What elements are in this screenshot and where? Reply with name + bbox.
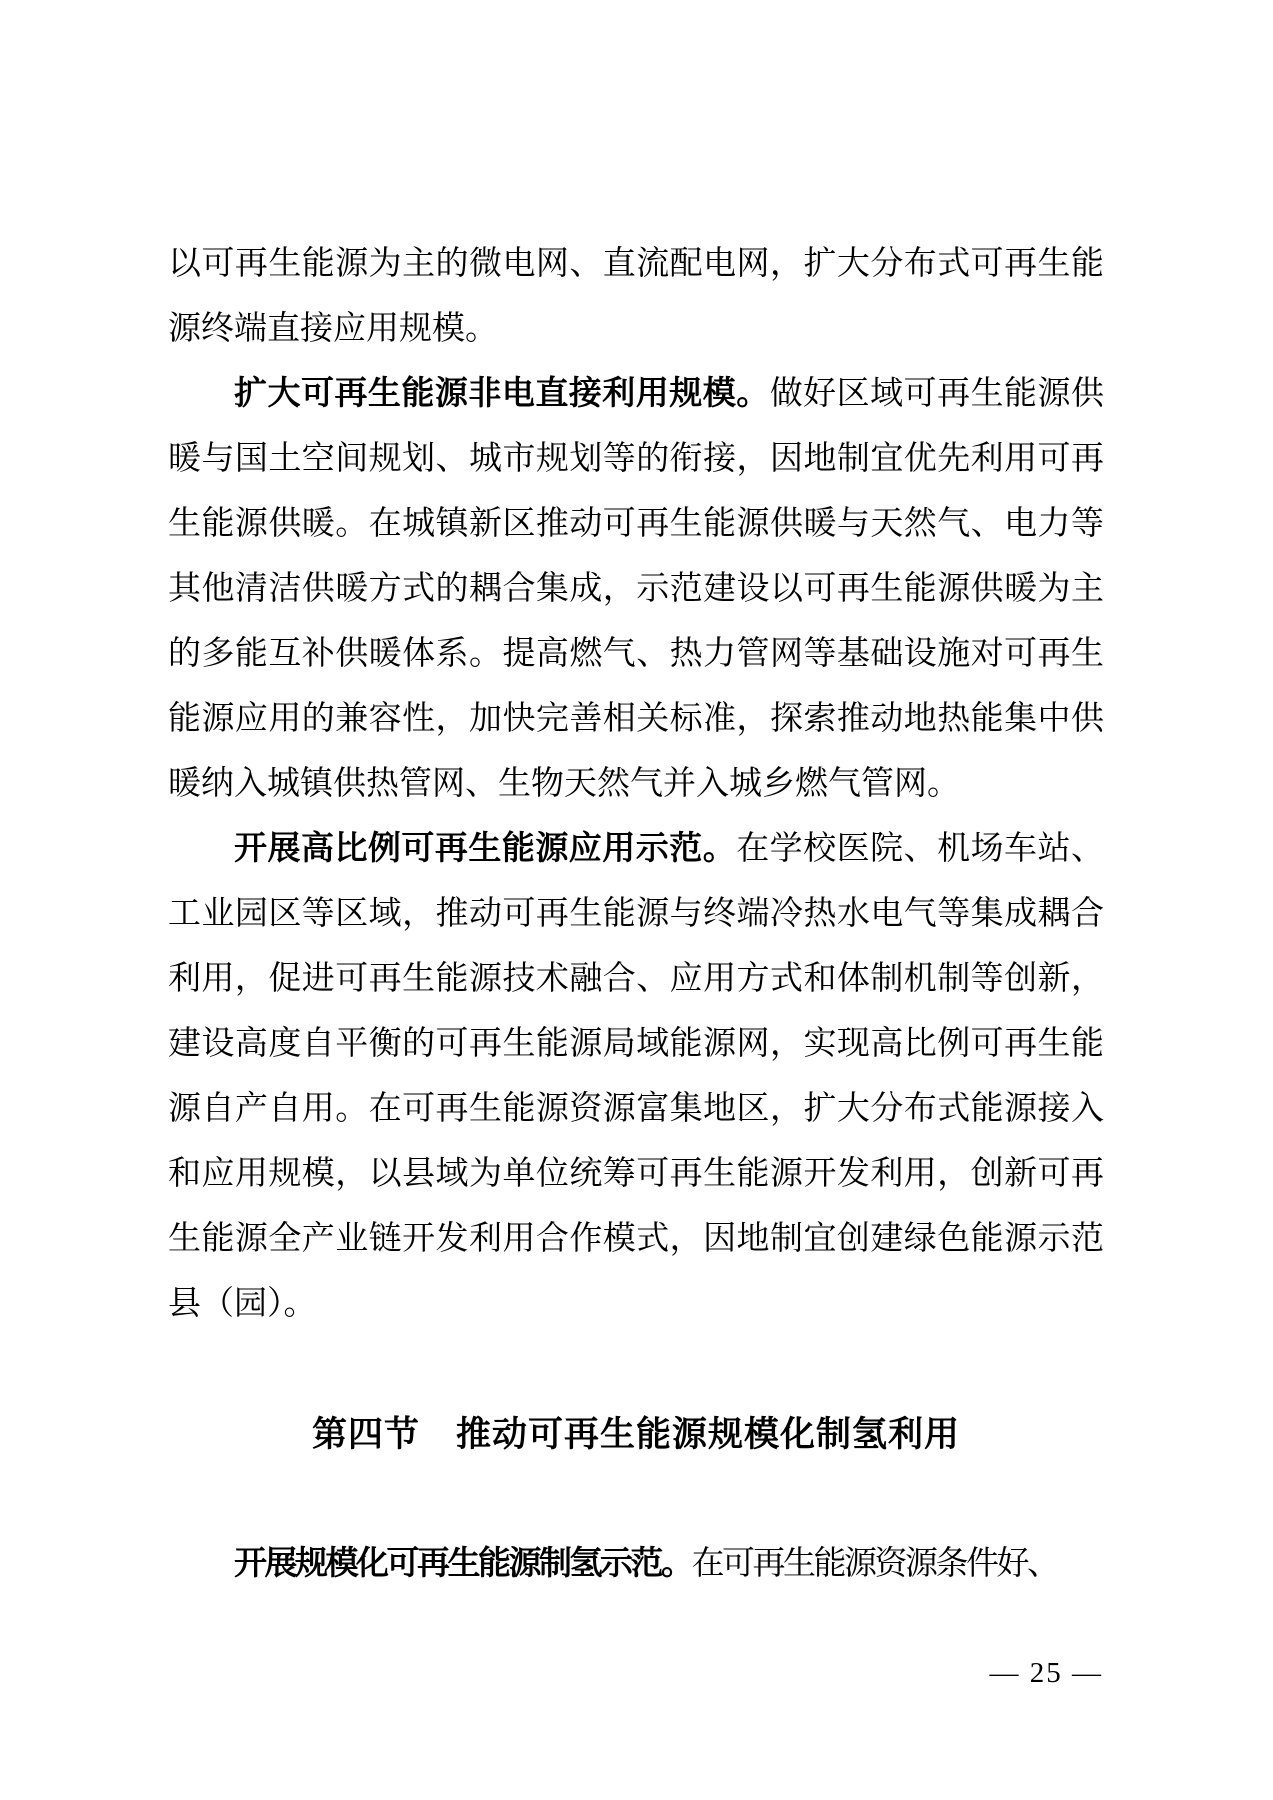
paragraph — [168, 817, 1104, 1337]
section-heading: 第四节 推动可再生能源规模化制氢利用 — [311, 1415, 960, 1454]
paragraph — [168, 362, 1104, 817]
paragraph-lead: 开展高比例可再生能源应用示范。 — [234, 831, 737, 867]
page-number: — 25 — — [989, 1657, 1103, 1689]
page-footer — [990, 1652, 1104, 1694]
paragraph-lead: 扩大可再生能源非电直接利用规模。 — [234, 376, 770, 412]
paragraph-lead: 开展规模化可再生能源制氢示范。 — [234, 1546, 692, 1582]
paragraph — [168, 232, 1104, 362]
paragraph-text: 做好区域可再生能源供暖与国土空间规划、城市规划等的衔接，因地制宜优先利用可再生能源供暖。在城镇新区推动可再生能源供暖与天然气、电力等其他清洁供暖方式的耦合集成，示范建设以可再生能源供暖为主的多能互补供暖体系。提高燃气、热力管网等基础设施对可再生能源应用的兼容性，加快完善相关标准，探索推动地热能集中供暖纳入城镇供热管网、生物天然气并入城乡燃气管网。 — [168, 376, 1105, 802]
paragraph-text: 以可再生能源为主的微电网、直流配电网，扩大分布式可再生能源终端直接应用规模。 — [168, 246, 1104, 347]
paragraph — [168, 1532, 1104, 1597]
document-body — [168, 232, 1104, 1597]
paragraph-text: 在学校医院、机场车站、工业园区等区域，推动可再生能源与终端冷热水电气等集成耦合利用，促进可再生能源技术融合、应用方式和体制机制等创新，建设高度自平衡的可再生能源局域能源网，实现高比例可再生能源自产自用。在可再生能源资源富集地区，扩大分布式能源接入和应用规模，以县域为单位统筹可再生能源开发利用，创新可再生能源全产业链开发利用合作模式，因地制宜创建绿色能源示范县（园）。 — [168, 831, 1105, 1322]
paragraph-text: 在可再生能源资源条件好、 — [691, 1546, 1058, 1582]
